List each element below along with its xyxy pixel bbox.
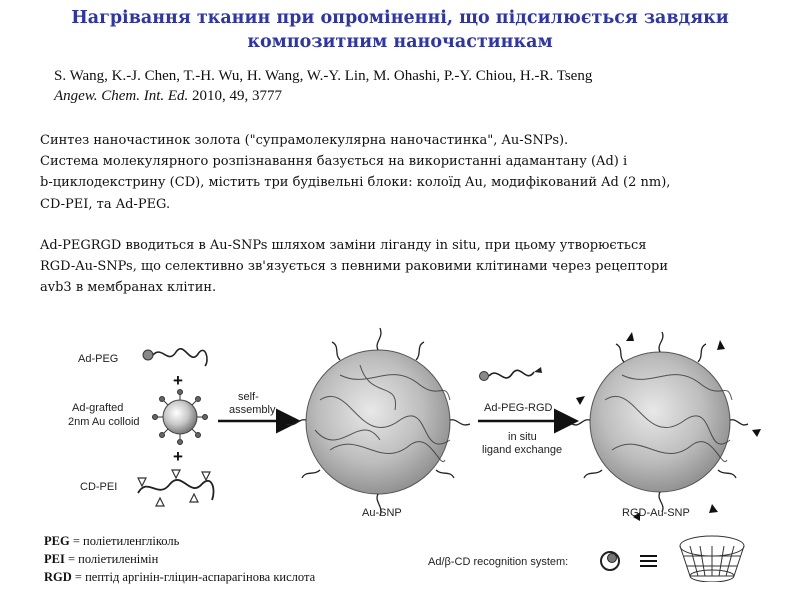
body-p2-line-1: Ad-PEGRGD вводиться в Au-SNPs шляхом заміни ліганду in situ, при цьому утворюється	[40, 237, 647, 253]
citation-reference	[54, 86, 592, 106]
citation	[54, 66, 592, 106]
body-p1-line-1: Синтез наночастинок золота ("супрамолекулярна наночастинка", Au-SNPs).	[40, 133, 569, 148]
cyclodextrin-cup-icon	[680, 536, 744, 582]
body-p2-line-2: RGD-Au-SNPs, що селективно зв'язується з певними раковими клітинами через рецептори	[40, 259, 669, 275]
abbreviation-legend	[44, 532, 315, 586]
label-self: self-	[238, 391, 259, 403]
label-ad-peg: Ad-PEG	[78, 353, 119, 365]
rgd-au-snp-particle-icon	[572, 332, 761, 521]
ad-peg-rgd-chain-icon	[480, 367, 543, 381]
equivalence-sign-icon	[640, 556, 657, 566]
label-au-snp: Au-SNP	[362, 507, 402, 519]
body-p1-line-3: b-циклодекстрину (CD), містить три будівельні блоки: колоїд Au, модифікований Ad (2 nm),	[40, 175, 671, 191]
label-cd-pei: CD-PEI	[80, 481, 118, 493]
au-colloid-icon	[153, 390, 208, 445]
paragraph-gap	[40, 215, 785, 235]
title-line-2: композитним наночастинкам	[247, 32, 553, 52]
citation-details: 2010, 49, 3777	[188, 88, 283, 104]
label-ad-peg-rgd: Ad-PEG-RGD	[484, 402, 553, 414]
plus-sign-2: +	[173, 447, 183, 466]
au-snp-particle-icon	[286, 328, 470, 516]
legend-text: = поліетиленімін	[64, 552, 159, 566]
legend-text: = поліетиленгліколь	[69, 534, 180, 548]
cd-pei-chain-icon	[138, 470, 214, 506]
label-assembly: assembly	[229, 404, 276, 416]
label-rgd-au-snp: RGD-Au-SNP	[622, 507, 690, 519]
body-p1-line-2: Система молекулярного розпізнавання базується на використанні адамантану (Ad) і	[40, 154, 628, 170]
body-text	[40, 130, 785, 298]
plus-sign-1: +	[173, 371, 183, 390]
citation-authors: S. Wang, K.-J. Chen, T.-H. Wu, H. Wang, W.-Y. Lin, M. Ohashi, P.-Y. Chiou, H.-R. Tseng	[54, 68, 593, 84]
label-ligand-exchange: ligand exchange	[482, 444, 563, 456]
label-recognition-system: Ad/β-CD recognition system:	[428, 556, 569, 568]
ad-cd-complex-icon	[601, 552, 619, 570]
body-p1-line-4: CD-PEI, та Ad-PEG.	[40, 196, 171, 212]
label-ad-grafted-2: 2nm Au colloid	[68, 416, 140, 428]
citation-journal: Angew. Chem. Int. Ed.	[54, 88, 189, 104]
title-line-1: Нагрівання тканин при опроміненні, що підсилюється завдяки	[71, 8, 729, 28]
label-in-situ: in situ	[508, 431, 537, 443]
body-p2-line-3: avb3 в мембранах клітин.	[40, 280, 217, 296]
slide-title	[0, 6, 800, 54]
legend-abbr: PEG	[44, 534, 70, 548]
legend-item	[44, 550, 315, 568]
legend-item	[44, 568, 315, 586]
ad-peg-chain-icon	[143, 349, 207, 366]
legend-text: = пептід аргінін-гліцин-аспарагінова кислота	[71, 570, 316, 584]
legend-abbr: RGD	[44, 570, 72, 584]
label-ad-grafted-1: Ad-grafted	[72, 402, 124, 414]
legend-item	[44, 532, 315, 550]
legend-abbr: PEI	[44, 552, 65, 566]
